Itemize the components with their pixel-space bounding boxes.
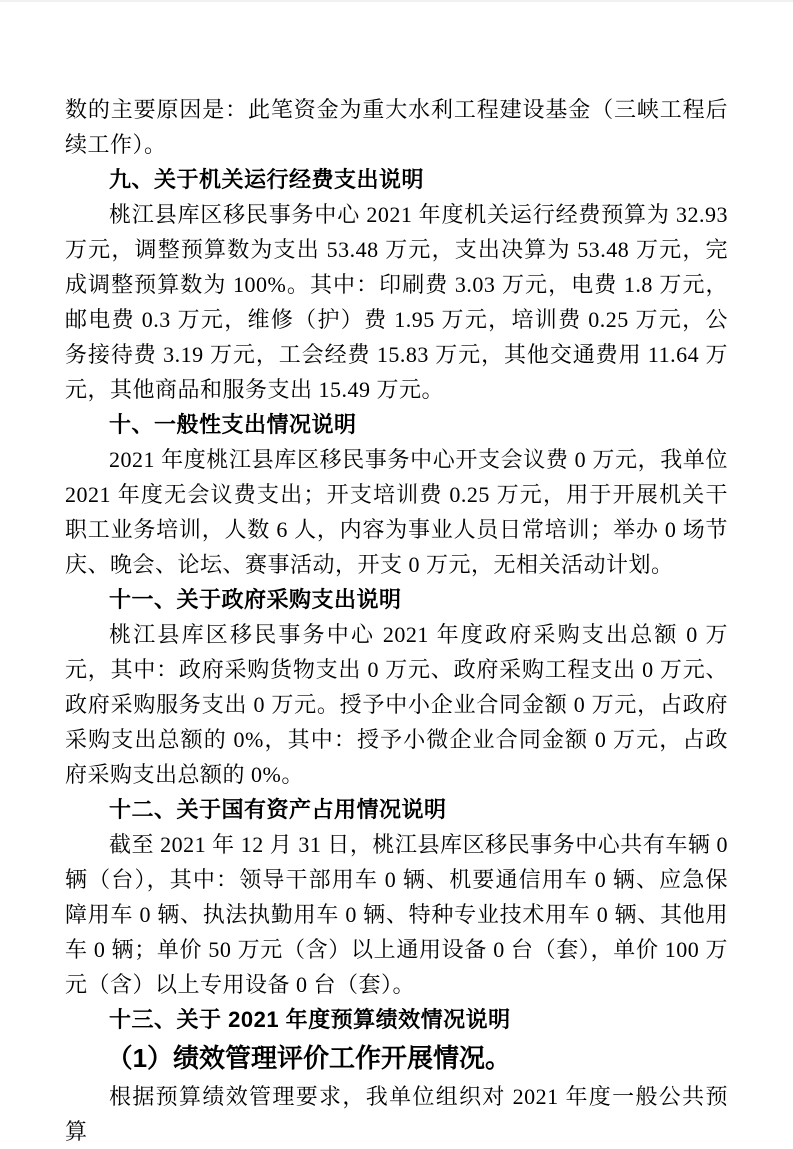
section-heading-nine-agency-operating-expense: 九、关于机关运行经费支出说明 <box>109 167 425 192</box>
paragraph-agency-operating-expense-detail: 桃江县库区移民事务中心 2021 年度机关运行经费预算为 32.93 万元，调整预算数为支出 53.48 万元，支出决算为 53.48 万元，完成调整预算数为 100%。其中：印刷费 3.03 万元，电费 1.8 万元，邮电费 0.3 万元，维修（护）费 1.95 万元，培训费 0.25 万元，公务接待费 3.19 万元，工会经费 15.83 万元，其他交通费用 11.64 万元，其他商品和服务支出 15.49 万元。 <box>65 202 728 402</box>
section-heading-eleven-government-procurement: 十一、关于政府采购支出说明 <box>109 587 402 612</box>
paragraph-performance-requirement-intro: 根据预算绩效管理要求，我单位组织对 2021 年度一般公共预算 <box>65 1084 728 1144</box>
subheading-performance-management-evaluation: （1）绩效管理评价工作开展情况。 <box>106 1043 512 1073</box>
paragraph-carryover-major-water-fund: 数的主要原因是：此笔资金为重大水利工程建设基金（三峡工程后续工作）。 <box>65 97 728 157</box>
document-page <box>0 2 793 1144</box>
section-heading-ten-general-expenditure: 十、一般性支出情况说明 <box>109 412 357 437</box>
section-heading-twelve-state-owned-assets: 十二、关于国有资产占用情况说明 <box>109 797 447 822</box>
paragraph-state-owned-assets-detail: 截至 2021 年 12 月 31 日，桃江县库区移民事务中心共有车辆 0 辆（台），其中：领导干部用车 0 辆、机要通信用车 0 辆、应急保障用车 0 辆、执法执勤用车 0 辆、特种专业技术用车 0 辆、其他用车 0 辆；单价 50 万元（含）以上通用设备 0 台（套），单价 100 万元（含）以上专用设备 0 台（套）。 <box>65 832 728 997</box>
section-heading-thirteen-budget-performance: 十三、关于 2021 年度预算绩效情况说明 <box>109 1007 511 1032</box>
paragraph-government-procurement-detail: 桃江县库区移民事务中心 2021 年度政府采购支出总额 0 万元，其中：政府采购货物支出 0 万元、政府采购工程支出 0 万元、政府采购服务支出 0 万元。授予中小企业合同金额 0 万元，占政府采购支出总额的 0%，其中：授予小微企业合同金额 0 万元，占政府采购支出总额的 0%。 <box>65 622 728 787</box>
paragraph-general-expenditure-detail: 2021 年度桃江县库区移民事务中心开支会议费 0 万元，我单位 2021 年度无会议费支出；开支培训费 0.25 万元，用于开展机关干职工业务培训，人数 6 人，内容为事业人员日常培训；举办 0 场节庆、晚会、论坛、赛事活动，开支 0 万元，无相关活动计划。 <box>65 447 728 577</box>
